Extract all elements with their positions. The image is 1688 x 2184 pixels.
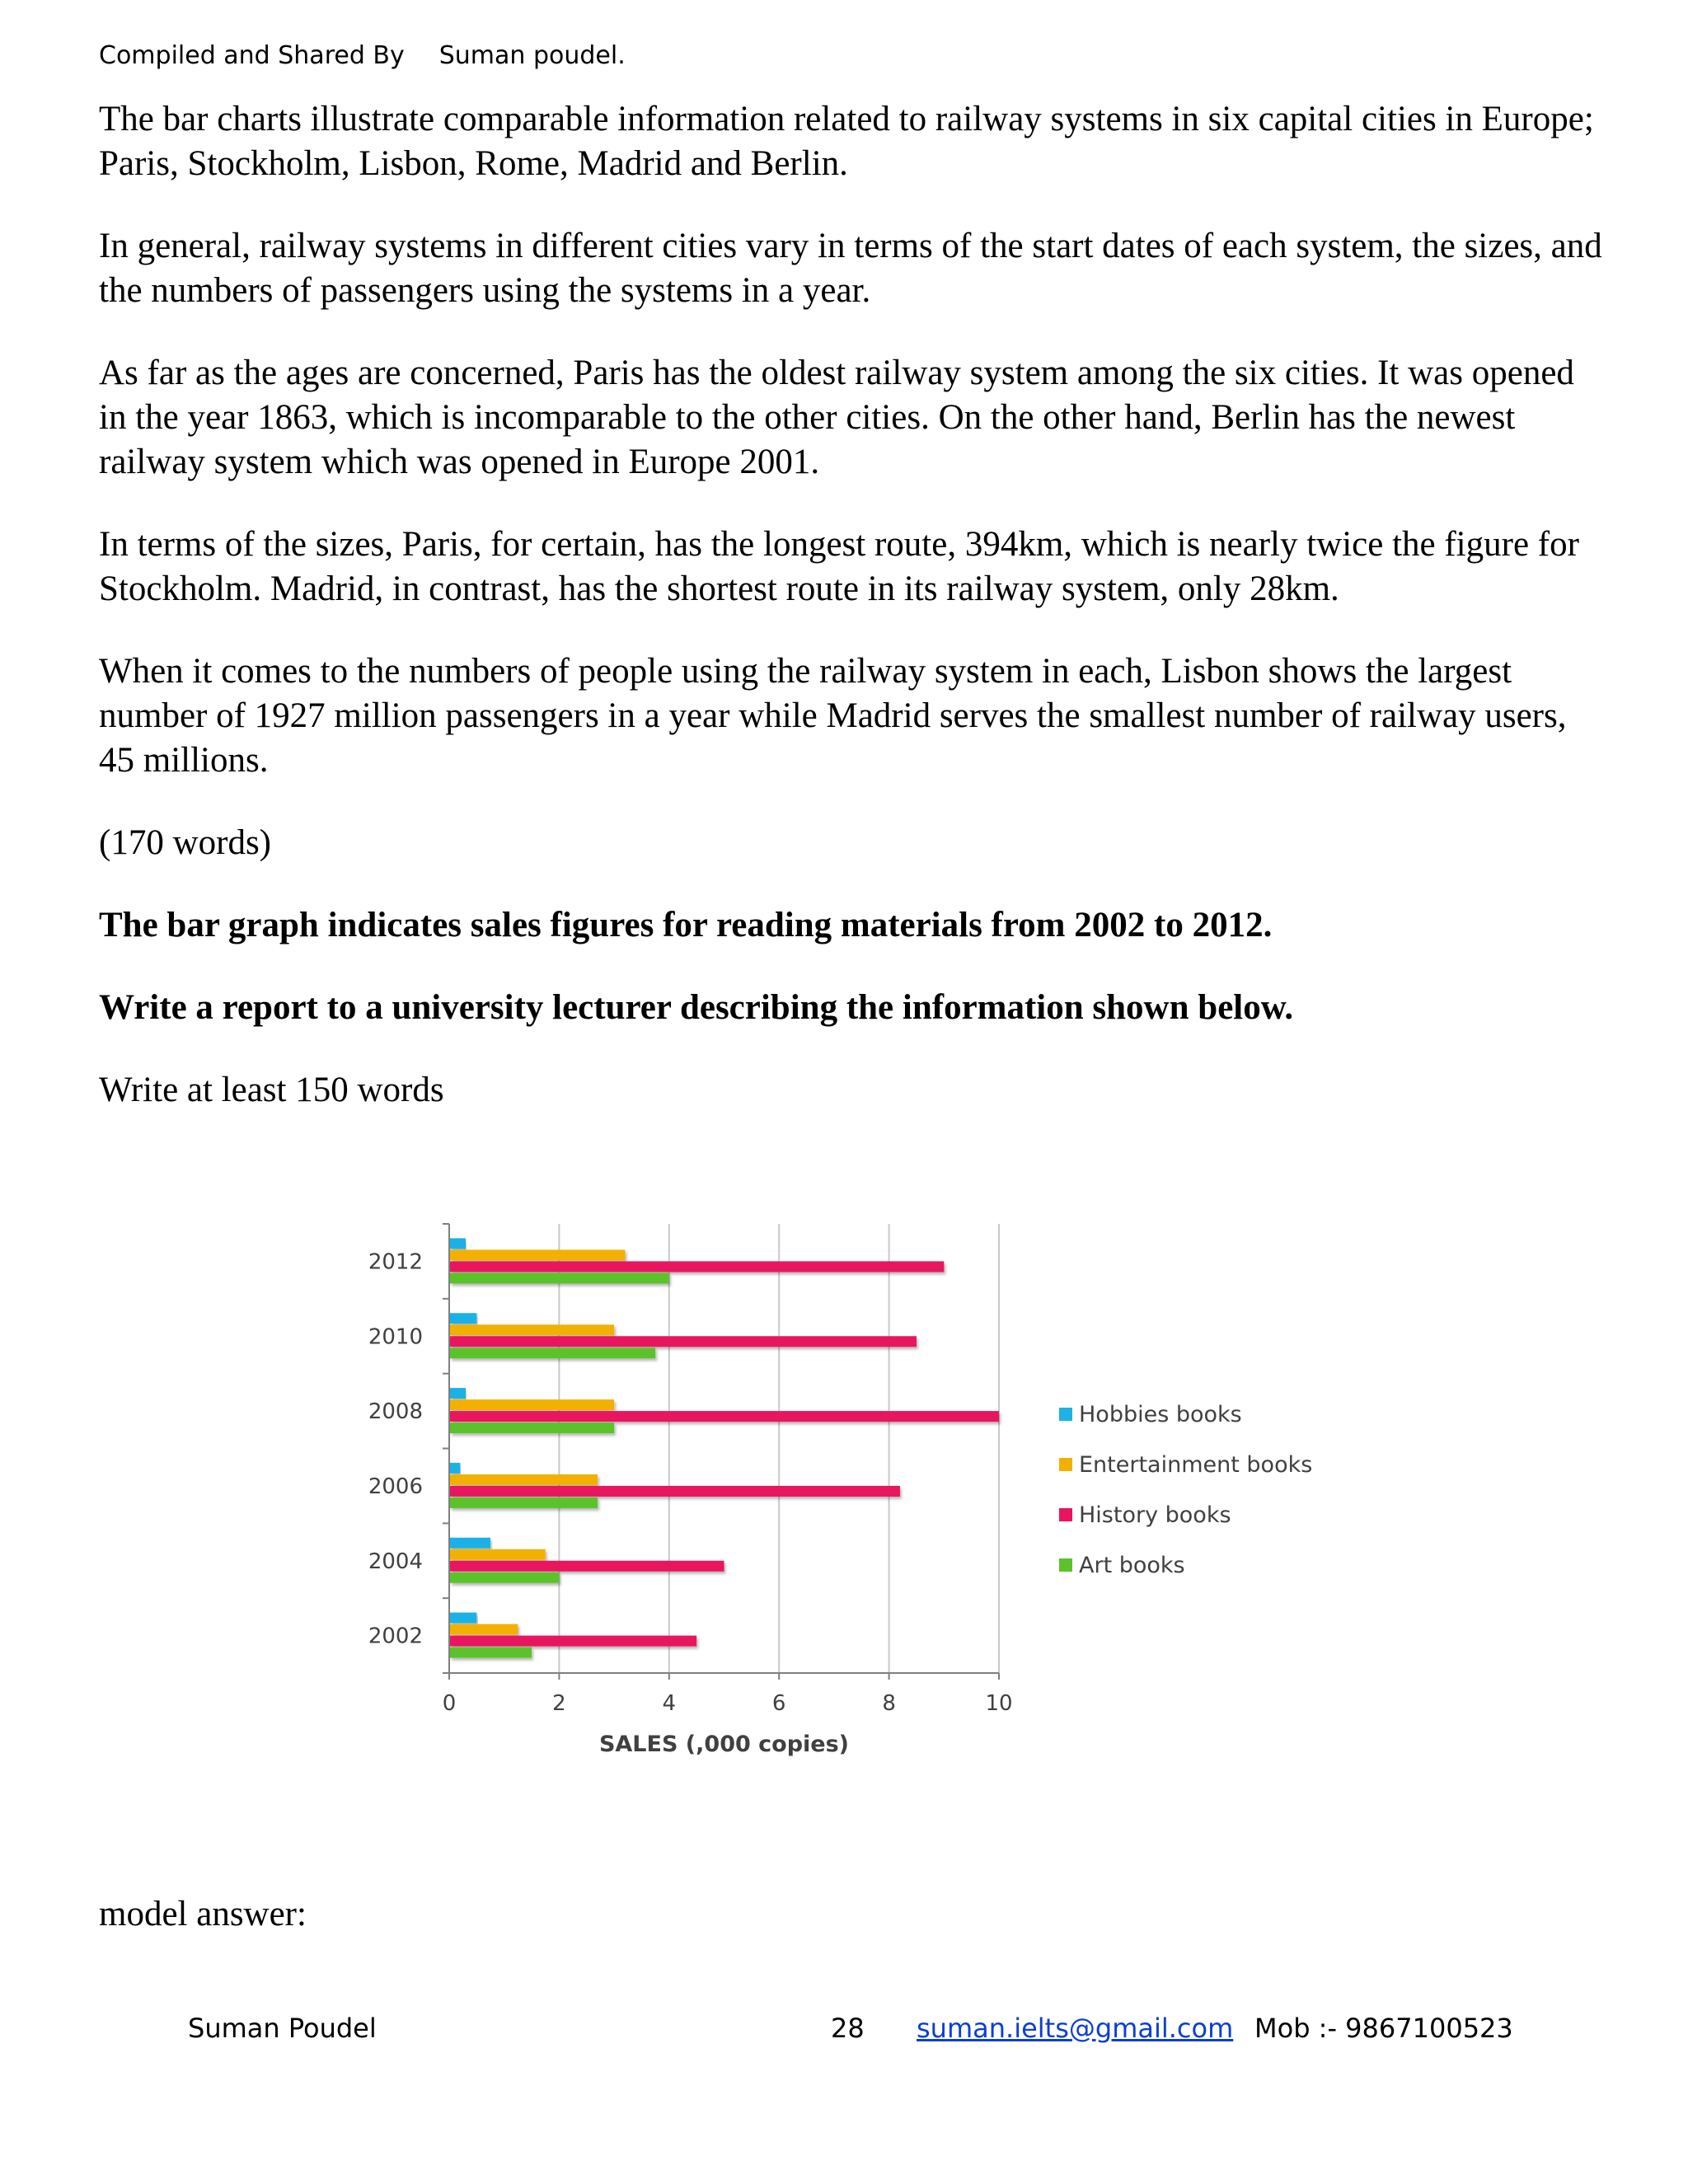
sales-bar-chart — [330, 1212, 1360, 1772]
paragraph-ages: As far as the ages are concerned, Paris has the oldest railway system among the six cities. It was opened in the year 1863, which is incomparable to the other cities. On the other hand, Berlin has the newest railway system which was opened in Europe 2001. — [99, 354, 1574, 481]
bar-entertainment-books-2004 — [450, 1549, 546, 1560]
y-category-label-2008: 2008 — [368, 1399, 423, 1425]
legend-label-history-books: History books — [1079, 1502, 1231, 1528]
legend-swatch-entertainment-books — [1059, 1458, 1072, 1471]
task-prompt-1: The bar graph indicates sales figures for reading materials from 2002 to 2012. — [99, 906, 1273, 944]
x-tick-label-0: 0 — [442, 1691, 457, 1716]
bar-entertainment-books-2008 — [450, 1399, 614, 1410]
bar-art-books-2004 — [450, 1572, 559, 1583]
bar-hobbies-books-2010 — [450, 1313, 476, 1324]
task-instruction: Write at least 150 words — [99, 1071, 444, 1109]
model-answer-label: model answer: — [99, 1895, 307, 1933]
essay-body — [99, 97, 1607, 1151]
y-category-label-2012: 2012 — [368, 1249, 423, 1275]
footer-page-number: 28 — [831, 2013, 865, 2044]
bar-history-books-2002 — [450, 1636, 696, 1647]
x-tick-label-8: 8 — [882, 1691, 896, 1716]
bar-entertainment-books-2010 — [450, 1324, 614, 1335]
bar-entertainment-books-2012 — [450, 1249, 625, 1260]
legend-label-hobbies-books: Hobbies books — [1079, 1402, 1242, 1427]
footer-name: Suman Poudel — [188, 2013, 377, 2044]
bar-art-books-2002 — [450, 1647, 532, 1658]
chart-svg — [330, 1212, 1360, 1772]
task-prompt-2: Write a report to a university lecturer describing the information shown below. — [99, 988, 1294, 1027]
y-category-label-2010: 2010 — [368, 1324, 423, 1350]
paragraph-passengers: When it comes to the numbers of people using the railway system in each, Lisbon shows the largest number of 1927 million passengers in a year while Madrid serves the smallest number of railway users, 45 millions. — [99, 652, 1567, 780]
x-tick-label-6: 6 — [771, 1691, 786, 1716]
footer-mobile: Mob :- 9867100523 — [1254, 2013, 1513, 2044]
bar-art-books-2006 — [450, 1497, 598, 1508]
y-category-label-2002: 2002 — [368, 1624, 423, 1649]
bar-history-books-2006 — [450, 1486, 900, 1497]
bar-history-books-2008 — [450, 1411, 999, 1422]
bar-history-books-2012 — [450, 1261, 944, 1272]
word-count: (170 words) — [99, 823, 271, 862]
paragraph-intro: The bar charts illustrate comparable information related to railway systems in six capital cities in Europe; Paris, Stockholm, Lisbon, Rome, Madrid and Berlin. — [99, 100, 1594, 183]
legend-swatch-art-books — [1059, 1558, 1072, 1572]
page-header — [99, 41, 626, 70]
bar-hobbies-books-2008 — [450, 1388, 466, 1399]
legend-swatch-hobbies-books — [1059, 1408, 1072, 1421]
y-category-label-2006: 2006 — [368, 1474, 423, 1499]
legend-label-entertainment-books: Entertainment books — [1079, 1452, 1313, 1478]
paragraph-sizes: In terms of the sizes, Paris, for certain, has the longest route, 394km, which is nearly twice the figure for Stockholm. Madrid, in contrast, has the shortest route in its railway system, only 28km. — [99, 525, 1579, 608]
bar-hobbies-books-2004 — [450, 1538, 490, 1549]
x-tick-label-2: 2 — [552, 1691, 566, 1716]
bar-history-books-2004 — [450, 1561, 724, 1572]
legend-swatch-history-books — [1059, 1508, 1072, 1521]
bar-entertainment-books-2002 — [450, 1624, 518, 1635]
bar-hobbies-books-2006 — [450, 1463, 460, 1474]
paragraph-overview: In general, railway systems in different cities vary in terms of the start dates of each system, the sizes, and the numbers of passengers using the systems in a year. — [99, 227, 1602, 310]
bar-art-books-2008 — [450, 1422, 614, 1433]
header-compiled-label: Compiled and Shared By — [99, 41, 405, 70]
x-axis-title: SALES (,000 copies) — [598, 1732, 850, 1757]
bar-history-books-2010 — [450, 1336, 917, 1347]
x-tick-label-4: 4 — [662, 1691, 677, 1716]
legend-label-art-books: Art books — [1079, 1553, 1185, 1578]
bar-hobbies-books-2012 — [450, 1238, 466, 1249]
bar-hobbies-books-2002 — [450, 1613, 476, 1624]
bar-art-books-2012 — [450, 1272, 669, 1283]
x-tick-label-10: 10 — [985, 1691, 1013, 1716]
bar-entertainment-books-2006 — [450, 1474, 598, 1485]
y-category-label-2004: 2004 — [368, 1549, 423, 1574]
footer-email-link[interactable]: suman.ielts@gmail.com — [917, 2013, 1234, 2044]
header-author: Suman poudel. — [438, 41, 626, 70]
bar-art-books-2010 — [450, 1347, 655, 1358]
